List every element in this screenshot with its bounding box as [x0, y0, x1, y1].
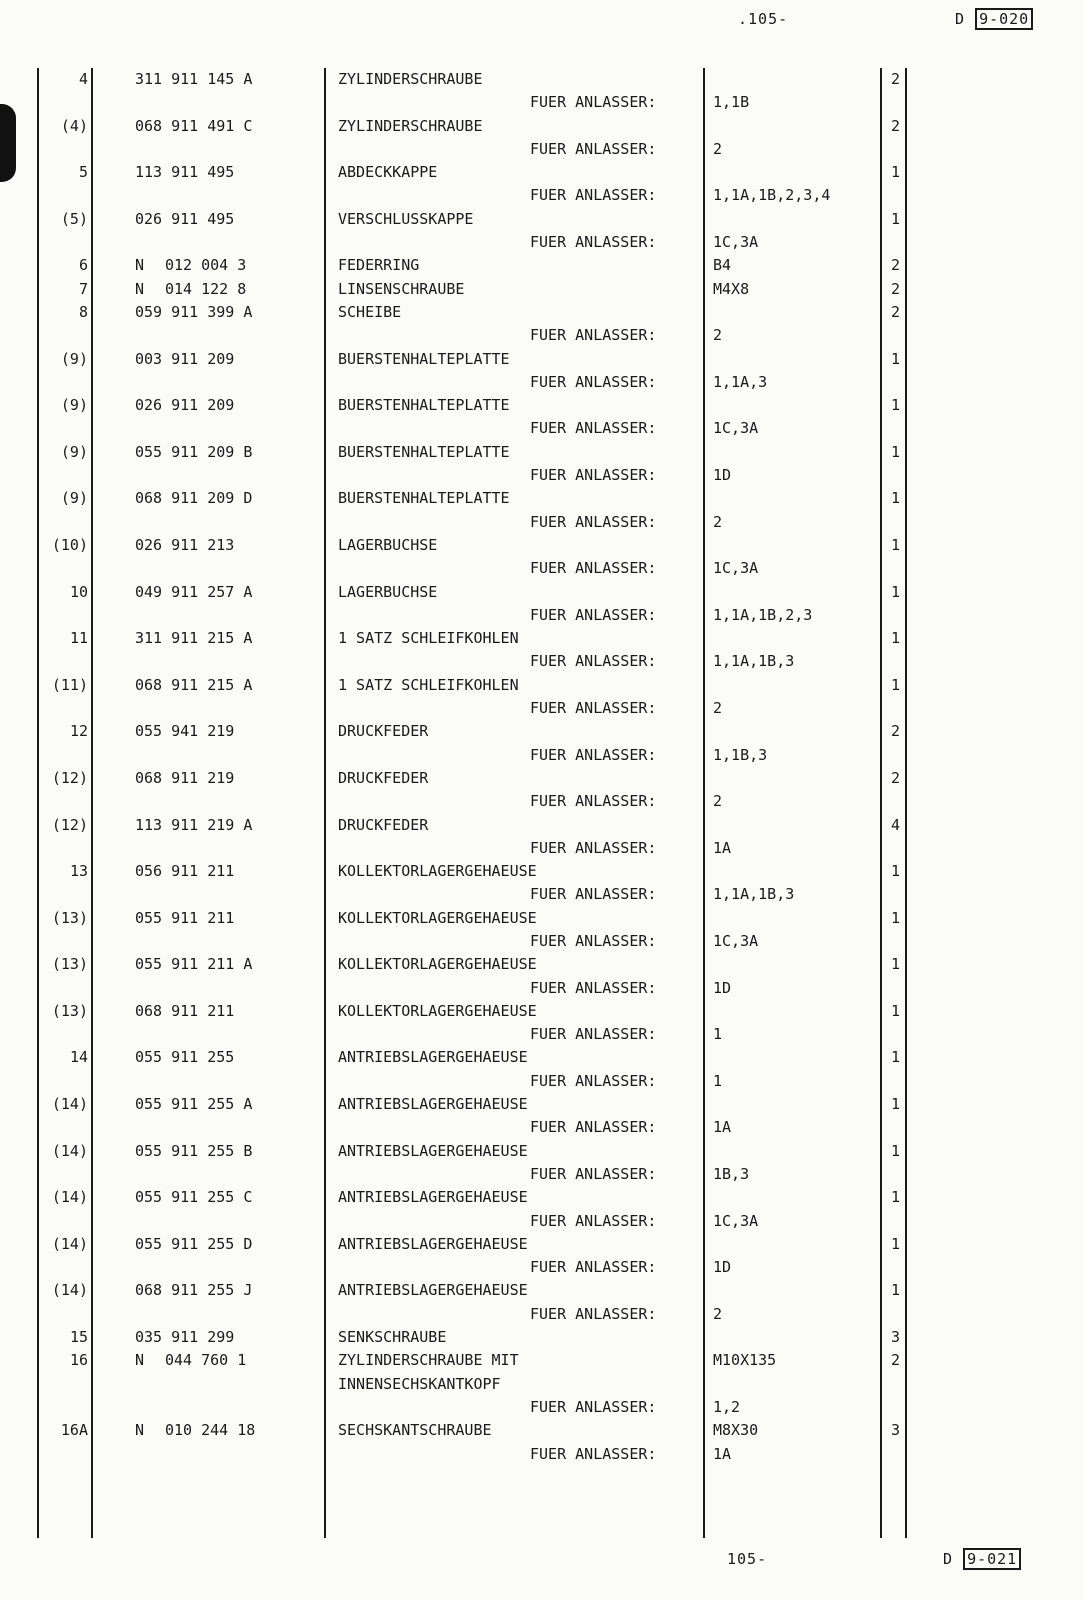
position-number: 14 — [69, 1048, 88, 1067]
position-number: 5 — [78, 163, 88, 182]
position-number: 11 — [69, 629, 88, 648]
position-number: (9) — [60, 489, 88, 508]
norm-marker: N — [135, 1351, 145, 1370]
remark: 1B,3 — [713, 1164, 750, 1183]
part-description: DRUCKFEDER — [338, 815, 429, 834]
position-number: 10 — [69, 582, 88, 601]
fitment-label: FUER ANLASSER: — [530, 1304, 657, 1323]
footer-section-letter: D — [943, 1550, 954, 1568]
part-number: 056 911 211 — [135, 862, 235, 881]
position-number: (13) — [51, 955, 88, 974]
position-number: 4 — [78, 70, 88, 88]
position-number: 6 — [78, 256, 88, 275]
part-description: ZYLINDERSCHRAUBE MIT — [338, 1351, 519, 1370]
remark: 1C,3A — [713, 419, 759, 438]
quantity: 1 — [890, 1048, 900, 1067]
quantity: 1 — [890, 908, 900, 927]
position-number: (13) — [51, 1001, 88, 1020]
part-number: 026 911 213 — [135, 535, 235, 554]
part-row — [0, 1186, 1084, 1209]
quantity: 1 — [890, 349, 900, 368]
part-number: 059 911 399 A — [135, 302, 253, 321]
part-row — [0, 720, 1084, 743]
fitment-label: FUER ANLASSER: — [530, 233, 657, 252]
part-row — [0, 534, 1084, 557]
fitment-row — [0, 1023, 1084, 1046]
norm-marker: N — [135, 256, 145, 275]
fitment-row — [0, 1396, 1084, 1419]
part-row — [0, 68, 1084, 91]
position-number: (4) — [60, 116, 88, 135]
fitment-row — [0, 1443, 1084, 1466]
quantity: 1 — [890, 489, 900, 508]
position-number: (9) — [60, 349, 88, 368]
part-description: ANTRIEBSLAGERGEHAEUSE — [338, 1141, 528, 1160]
fitment-row — [0, 1070, 1084, 1093]
part-description: DRUCKFEDER — [338, 722, 429, 741]
part-number: 003 911 209 — [135, 349, 235, 368]
fitment-row — [0, 837, 1084, 860]
quantity: 1 — [890, 1281, 900, 1300]
remark: 1C,3A — [713, 1211, 759, 1230]
remark: 2 — [713, 512, 723, 531]
part-number: 035 911 299 — [135, 1328, 235, 1347]
quantity: 1 — [890, 1234, 900, 1253]
quantity: 1 — [890, 582, 900, 601]
part-row — [0, 1046, 1084, 1069]
remark: 2 — [713, 139, 723, 158]
part-description: BUERSTENHALTEPLATTE — [338, 396, 510, 415]
remark: M4X8 — [713, 279, 750, 298]
fitment-label: FUER ANLASSER: — [530, 652, 657, 671]
quantity: 2 — [890, 302, 900, 321]
fitment-row — [0, 464, 1084, 487]
fitment-label: FUER ANLASSER: — [530, 93, 657, 112]
quantity: 2 — [890, 256, 900, 275]
part-row — [0, 627, 1084, 650]
part-row — [0, 278, 1084, 301]
remark: 1D — [713, 1258, 732, 1277]
remark: 1 — [713, 1025, 723, 1044]
part-description: 1 SATZ SCHLEIFKOHLEN — [338, 675, 519, 694]
norm-marker: N — [135, 1421, 145, 1440]
fitment-label: FUER ANLASSER: — [530, 838, 657, 857]
fitment-row — [0, 138, 1084, 161]
section-letter: D — [955, 10, 966, 28]
quantity: 1 — [890, 535, 900, 554]
part-number: 311 911 215 A — [135, 629, 253, 648]
quantity: 3 — [890, 1421, 900, 1440]
part-number: 055 941 219 — [135, 722, 235, 741]
part-number: 113 911 495 — [135, 163, 235, 182]
fitment-row — [0, 557, 1084, 580]
part-description: ZYLINDERSCHRAUBE — [338, 116, 483, 135]
position-number: (5) — [60, 209, 88, 228]
quantity: 1 — [890, 1095, 900, 1114]
part-row — [0, 1140, 1084, 1163]
part-number: 068 911 211 — [135, 1001, 235, 1020]
position-number: 8 — [78, 302, 88, 321]
fitment-label: FUER ANLASSER: — [530, 186, 657, 205]
quantity: 1 — [890, 209, 900, 228]
part-row — [0, 814, 1084, 837]
quantity: 1 — [890, 396, 900, 415]
remark: 1C,3A — [713, 931, 759, 950]
fitment-label: FUER ANLASSER: — [530, 559, 657, 578]
part-row — [0, 1326, 1084, 1349]
quantity: 1 — [890, 442, 900, 461]
fitment-row — [0, 744, 1084, 767]
norm-marker: N — [135, 279, 145, 298]
fitment-row — [0, 977, 1084, 1000]
quantity: 4 — [890, 815, 900, 834]
quantity: 2 — [890, 279, 900, 298]
remark: B4 — [713, 256, 732, 275]
fitment-label: FUER ANLASSER: — [530, 512, 657, 531]
fitment-row — [0, 511, 1084, 534]
part-row — [0, 441, 1084, 464]
part-description: BUERSTENHALTEPLATTE — [338, 442, 510, 461]
fitment-row — [0, 790, 1084, 813]
position-number: 12 — [69, 722, 88, 741]
part-number: 055 911 211 A — [135, 955, 253, 974]
part-number: 055 911 255 D — [135, 1234, 253, 1253]
part-description: ANTRIEBSLAGERGEHAEUSE — [338, 1095, 528, 1114]
quantity: 2 — [890, 116, 900, 135]
quantity: 3 — [890, 1328, 900, 1347]
part-description: ZYLINDERSCHRAUBE — [338, 70, 483, 88]
part-description: INNENSECHSKANTKOPF — [338, 1374, 501, 1393]
part-number: 055 911 255 C — [135, 1188, 253, 1207]
part-description: SCHEIBE — [338, 302, 402, 321]
quantity: 1 — [890, 1141, 900, 1160]
fitment-row — [0, 1303, 1084, 1326]
fitment-row — [0, 883, 1084, 906]
remark: 1,1B,3 — [713, 745, 768, 764]
remark: 1,1B — [713, 93, 750, 112]
position-number: 16 — [69, 1351, 88, 1370]
fitment-label: FUER ANLASSER: — [530, 1118, 657, 1137]
part-number: 014 122 8 — [165, 279, 247, 298]
part-row — [0, 161, 1084, 184]
fitment-label: FUER ANLASSER: — [530, 1444, 657, 1463]
position-number: 15 — [69, 1328, 88, 1347]
part-row — [0, 907, 1084, 930]
part-row — [0, 348, 1084, 371]
position-number: (14) — [51, 1095, 88, 1114]
remark: 1A — [713, 838, 732, 857]
part-row — [0, 254, 1084, 277]
quantity: 1 — [890, 1188, 900, 1207]
part-row — [0, 115, 1084, 138]
part-description: ANTRIEBSLAGERGEHAEUSE — [338, 1048, 528, 1067]
fitment-label: FUER ANLASSER: — [530, 1211, 657, 1230]
remark: 2 — [713, 699, 723, 718]
remark: 2 — [713, 792, 723, 811]
remark: 2 — [713, 326, 723, 345]
part-number: 068 911 255 J — [135, 1281, 253, 1300]
fitment-label: FUER ANLASSER: — [530, 372, 657, 391]
position-number: (12) — [51, 768, 88, 787]
part-number: 113 911 219 A — [135, 815, 253, 834]
position-number: (9) — [60, 396, 88, 415]
part-number: 055 911 255 — [135, 1048, 235, 1067]
part-row — [0, 953, 1084, 976]
fitment-row — [0, 324, 1084, 347]
part-row — [0, 767, 1084, 790]
quantity: 1 — [890, 862, 900, 881]
part-description: KOLLEKTORLAGERGEHAEUSE — [338, 1001, 537, 1020]
fitment-row — [0, 1256, 1084, 1279]
section-ref-box: 9-020 — [975, 8, 1033, 30]
fitment-label: FUER ANLASSER: — [530, 931, 657, 950]
fitment-label: FUER ANLASSER: — [530, 326, 657, 345]
remark: 1D — [713, 978, 732, 997]
quantity: 2 — [890, 1351, 900, 1370]
part-number: 311 911 145 A — [135, 70, 253, 88]
fitment-row — [0, 930, 1084, 953]
fitment-label: FUER ANLASSER: — [530, 885, 657, 904]
part-row — [0, 1279, 1084, 1302]
part-number: 068 911 491 C — [135, 116, 253, 135]
position-number: (14) — [51, 1188, 88, 1207]
position-number: (10) — [51, 535, 88, 554]
fitment-label: FUER ANLASSER: — [530, 1025, 657, 1044]
part-description: SENKSCHRAUBE — [338, 1328, 447, 1347]
part-description: KOLLEKTORLAGERGEHAEUSE — [338, 862, 537, 881]
fitment-label: FUER ANLASSER: — [530, 745, 657, 764]
fitment-label: FUER ANLASSER: — [530, 1164, 657, 1183]
remark: 1,1A,1B,2,3 — [713, 605, 813, 624]
remark: 1C,3A — [713, 233, 759, 252]
part-row — [0, 208, 1084, 231]
quantity: 2 — [890, 722, 900, 741]
fitment-row — [0, 231, 1084, 254]
part-description: LAGERBUCHSE — [338, 535, 438, 554]
footer-page-number: 105- — [727, 1550, 768, 1568]
quantity: 1 — [890, 163, 900, 182]
part-number: 026 911 495 — [135, 209, 235, 228]
part-number: 026 911 209 — [135, 396, 235, 415]
part-row — [0, 1233, 1084, 1256]
part-row — [0, 1000, 1084, 1023]
remark: 1,1A,1B,3 — [713, 885, 795, 904]
position-number: 16A — [60, 1421, 88, 1440]
fitment-row — [0, 604, 1084, 627]
part-row — [0, 487, 1084, 510]
fitment-label: FUER ANLASSER: — [530, 605, 657, 624]
remark: 2 — [713, 1304, 723, 1323]
remark: 1A — [713, 1444, 732, 1463]
fitment-row — [0, 650, 1084, 673]
fitment-label: FUER ANLASSER: — [530, 792, 657, 811]
part-description: VERSCHLUSSKAPPE — [338, 209, 474, 228]
part-row — [0, 581, 1084, 604]
fitment-row — [0, 1210, 1084, 1233]
part-description: BUERSTENHALTEPLATTE — [338, 349, 510, 368]
page-number: .105- — [738, 10, 789, 28]
position-number: (14) — [51, 1281, 88, 1300]
fitment-label: FUER ANLASSER: — [530, 978, 657, 997]
fitment-row — [0, 697, 1084, 720]
part-row — [0, 860, 1084, 883]
position-number: 13 — [69, 862, 88, 881]
fitment-label: FUER ANLASSER: — [530, 419, 657, 438]
part-description: 1 SATZ SCHLEIFKOHLEN — [338, 629, 519, 648]
part-row — [0, 394, 1084, 417]
quantity: 2 — [890, 768, 900, 787]
parts-table — [0, 68, 1084, 1466]
position-number: (14) — [51, 1234, 88, 1253]
footer-section-ref-box: 9-021 — [963, 1548, 1021, 1570]
part-description: DRUCKFEDER — [338, 768, 429, 787]
remark: M10X135 — [713, 1351, 777, 1370]
part-number: 068 911 209 D — [135, 489, 253, 508]
fitment-label: FUER ANLASSER: — [530, 466, 657, 485]
fitment-row — [0, 91, 1084, 114]
part-row — [0, 301, 1084, 324]
part-number: 055 911 255 A — [135, 1095, 253, 1114]
part-description: LAGERBUCHSE — [338, 582, 438, 601]
remark: M8X30 — [713, 1421, 759, 1440]
quantity: 2 — [890, 70, 900, 88]
part-number: 012 004 3 — [165, 256, 247, 275]
quantity: 1 — [890, 675, 900, 694]
remark: 1C,3A — [713, 559, 759, 578]
part-number: 068 911 219 — [135, 768, 235, 787]
part-number: 055 911 255 B — [135, 1141, 253, 1160]
part-description: ANTRIEBSLAGERGEHAEUSE — [338, 1188, 528, 1207]
part-number: 049 911 257 A — [135, 582, 253, 601]
quantity: 1 — [890, 955, 900, 974]
part-number: 044 760 1 — [165, 1351, 247, 1370]
part-row — [0, 1093, 1084, 1116]
part-number: 010 244 18 — [165, 1421, 256, 1440]
fitment-label: FUER ANLASSER: — [530, 1397, 657, 1416]
part-number: 055 911 211 — [135, 908, 235, 927]
position-number: (13) — [51, 908, 88, 927]
fitment-label: FUER ANLASSER: — [530, 699, 657, 718]
fitment-row — [0, 1116, 1084, 1139]
part-description: LINSENSCHRAUBE — [338, 279, 465, 298]
part-description: ANTRIEBSLAGERGEHAEUSE — [338, 1281, 528, 1300]
part-description: FEDERRING — [338, 256, 420, 275]
section-reference — [955, 10, 1033, 28]
part-description: BUERSTENHALTEPLATTE — [338, 489, 510, 508]
quantity: 1 — [890, 1001, 900, 1020]
part-description: ANTRIEBSLAGERGEHAEUSE — [338, 1234, 528, 1253]
part-description: KOLLEKTORLAGERGEHAEUSE — [338, 908, 537, 927]
fitment-label: FUER ANLASSER: — [530, 1258, 657, 1277]
remark: 1,2 — [713, 1397, 741, 1416]
remark: 1 — [713, 1071, 723, 1090]
part-row — [0, 674, 1084, 697]
part-row — [0, 1419, 1084, 1442]
position-number: (14) — [51, 1141, 88, 1160]
remark: 1A — [713, 1118, 732, 1137]
remark: 1,1A,1B,2,3,4 — [713, 186, 831, 205]
fitment-label: FUER ANLASSER: — [530, 1071, 657, 1090]
position-number: (9) — [60, 442, 88, 461]
part-number: 068 911 215 A — [135, 675, 253, 694]
part-number: 055 911 209 B — [135, 442, 253, 461]
part-row — [0, 1349, 1084, 1372]
remark: 1D — [713, 466, 732, 485]
part-row — [0, 1373, 1084, 1396]
position-number: 7 — [78, 279, 88, 298]
position-number: (11) — [51, 675, 88, 694]
fitment-row — [0, 371, 1084, 394]
fitment-row — [0, 417, 1084, 440]
position-number: (12) — [51, 815, 88, 834]
quantity: 1 — [890, 629, 900, 648]
remark: 1,1A,1B,3 — [713, 652, 795, 671]
remark: 1,1A,3 — [713, 372, 768, 391]
footer-section-reference — [943, 1550, 1021, 1568]
part-description: ABDECKKAPPE — [338, 163, 438, 182]
part-description: SECHSKANTSCHRAUBE — [338, 1421, 492, 1440]
fitment-row — [0, 184, 1084, 207]
fitment-row — [0, 1163, 1084, 1186]
fitment-label: FUER ANLASSER: — [530, 139, 657, 158]
part-description: KOLLEKTORLAGERGEHAEUSE — [338, 955, 537, 974]
